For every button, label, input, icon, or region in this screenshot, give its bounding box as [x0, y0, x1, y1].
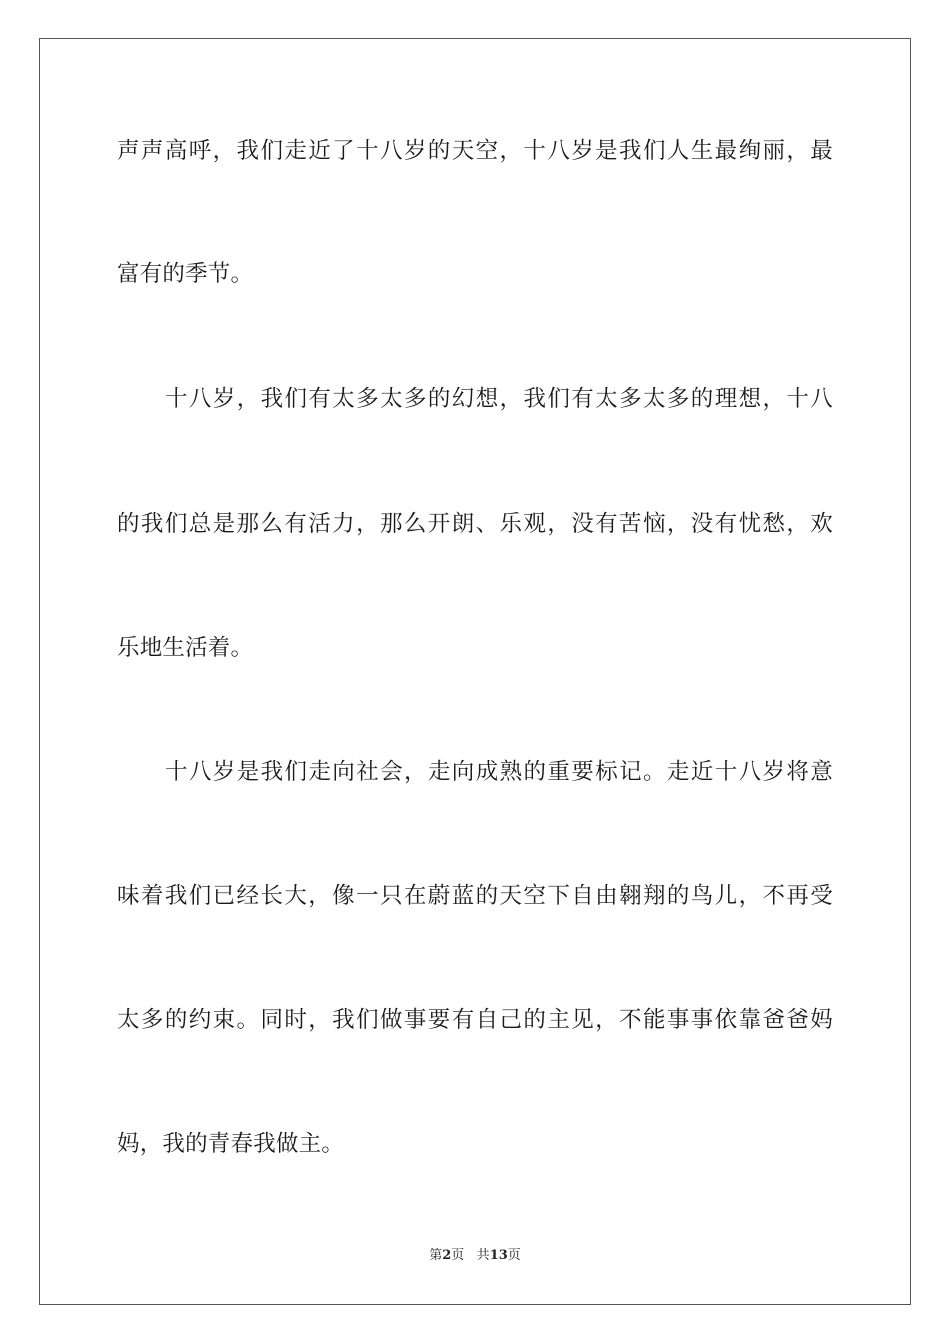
total-pages: 13	[489, 1248, 508, 1263]
body-line-2: 富有的季节。	[117, 261, 254, 287]
page-prefix: 第	[429, 1248, 443, 1263]
body-line-7: 味着我们已经长大，像一只在蔚蓝的天空下自由翱翔的鸟儿，不再受	[117, 883, 833, 909]
page-border	[39, 38, 911, 1305]
total-prefix: 共	[476, 1248, 490, 1263]
page-suffix: 页	[451, 1248, 465, 1263]
body-line-1: 声声高呼，我们走近了十八岁的天空，十八岁是我们人生最绚丽，最	[117, 138, 833, 164]
body-line-9: 妈，我的青春我做主。	[117, 1131, 345, 1157]
page-number: 2	[442, 1248, 452, 1263]
page-footer	[0, 1247, 950, 1265]
body-line-4: 的我们总是那么有活力，那么开朗、乐观，没有苦恼，没有忧愁，欢	[117, 511, 833, 537]
total-suffix: 页	[507, 1248, 521, 1263]
body-line-6: 十八岁是我们走向社会，走向成熟的重要标记。走近十八岁将意	[165, 759, 833, 785]
body-line-8: 太多的约束。同时，我们做事要有自己的主见，不能事事依靠爸爸妈	[117, 1007, 833, 1033]
body-line-5: 乐地生活着。	[117, 635, 254, 661]
body-line-3: 十八岁，我们有太多太多的幻想，我们有太多太多的理想，十八	[165, 386, 833, 412]
